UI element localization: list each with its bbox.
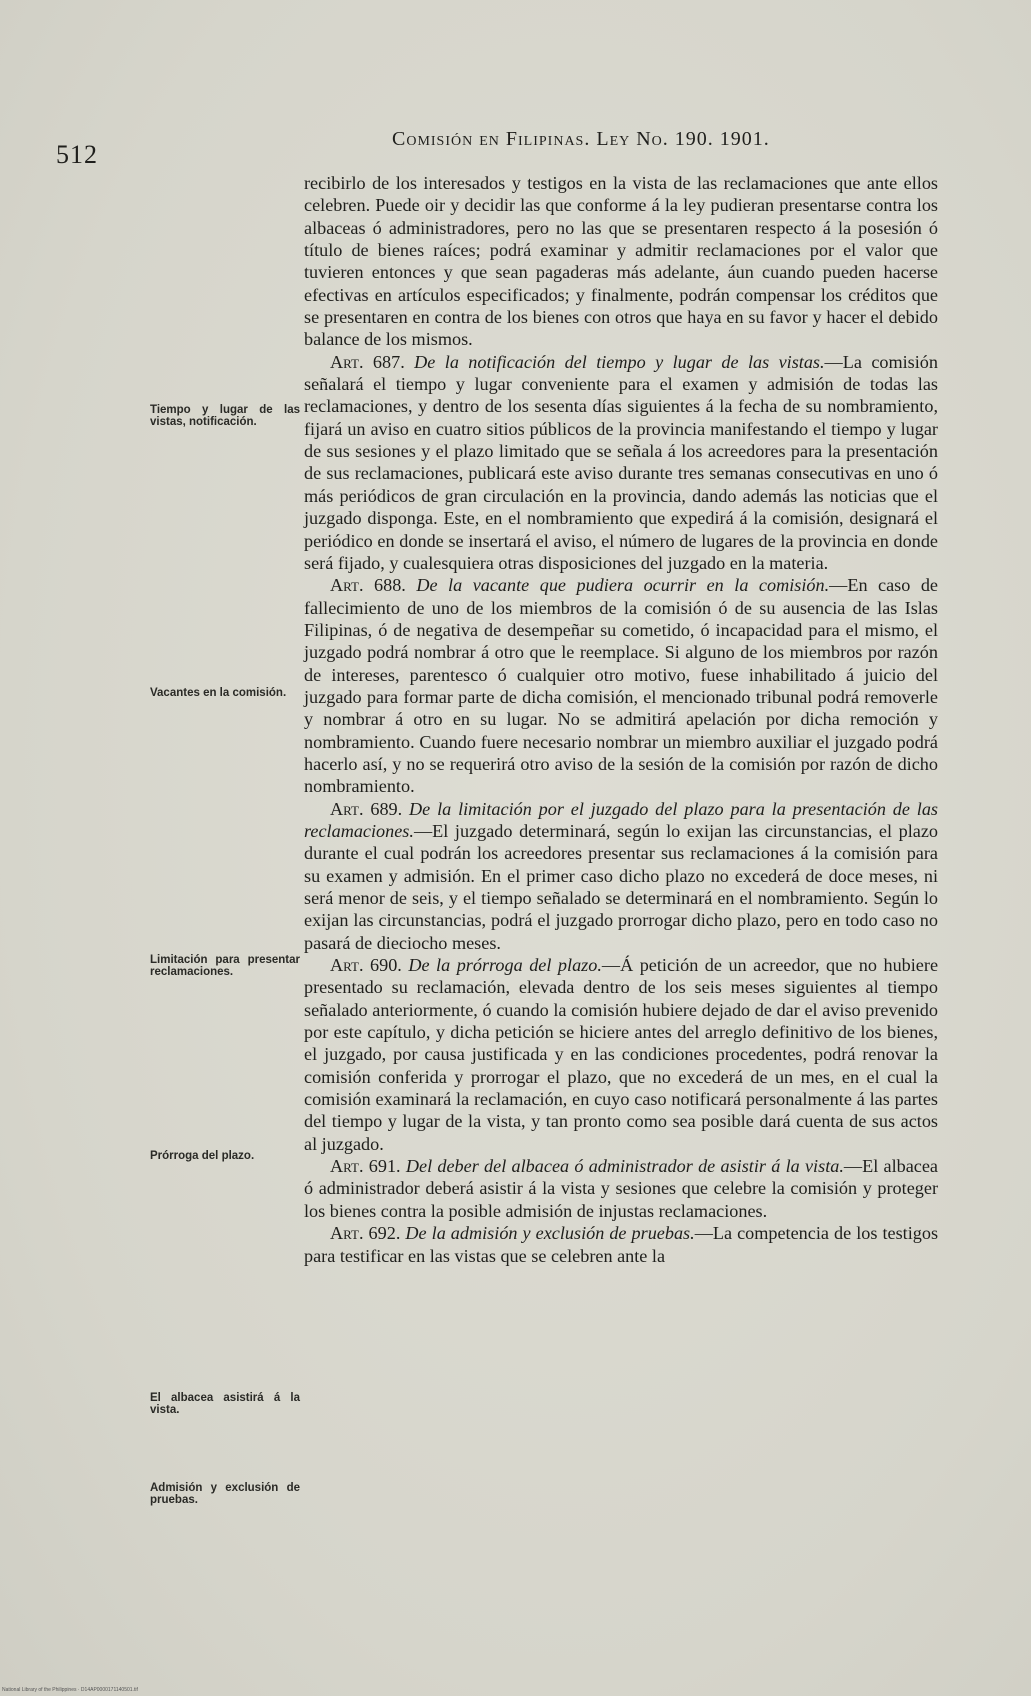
- article-heading: De la vacante que pudiera ocurrir en la comisión.: [416, 575, 830, 596]
- article-687: [304, 351, 938, 574]
- side-note-vacantes: Vacantes en la comisión.: [150, 687, 287, 699]
- article-text: —El albacea ó administrador deberá asistir á la vista y sesiones que celebre la comisión y proteger los bienes contra la posible admisión de injustas reclamaciones.: [304, 1156, 939, 1221]
- running-title: Comisión en Filipinas. Ley No. 190. 1901.: [392, 128, 770, 150]
- article-text: —En caso de fallecimiento de uno de los miembros de la comisión ó de su ausencia de las Islas Filipinas, ó de negativa de desempeñar su cometido, ó incapacidad para el mismo, el juzgado podrá nombrar á otro que le reemplace. Si alguno de los miembros por razón de intereses, parentesco ó cualquier otro motivo, fuese inhabilitado á juicio del juzgado para formar parte de dicha comisión, el mencionado tribunal podrá removerle y nombrar á otro en su lugar. No se admitirá apelación por dicha remoción y nombramiento. Cuando fuere necesario nombrar un miembro auxiliar el juzgado podrá hacerlo así, y no se requerirá otro aviso de la sesión de la comisión por razón de dicho nombramiento.: [304, 575, 939, 797]
- body-text: [304, 172, 938, 1267]
- article-label: Art. 689.: [330, 798, 403, 819]
- page-number: 512: [56, 140, 98, 169]
- side-note-prorroga: Prórroga del plazo.: [150, 1150, 255, 1162]
- article-text: —La competencia de los testigos para testificar en las vistas que se celebren ante la: [304, 1223, 939, 1266]
- side-note-tiempo: Tiempo y lugar de las vistas, notificación.: [150, 404, 300, 428]
- article-688: [304, 574, 938, 797]
- continuation-paragraph: recibirlo de los interesados y testigos en la vista de las reclamaciones que ante ellos celebren. Puede oir y decidir las que conforme á la ley pudieran presentarse contra los albaceas ó administradores, pero no las que se presentaren respecto á la posesión ó título de bienes raíces; podrá examinar y admitir reclamaciones por el valor que tuvieren entonces y que sean pagaderas más adelante, áun cuando pueden hacerse efectivas en artículos especificados; y finalmente, podrán compensar los créditos que se presentaren en contra de los bienes con otros que haya en su favor y hacer el debido balance de los mismos.: [304, 173, 938, 350]
- article-label: Art. 688.: [330, 575, 406, 596]
- article-text: —Á petición de un acreedor, que no hubiere presentado su reclamación, elevada dentro de los seis meses siguientes al tiempo señalado anteriormente, ó cuando la comisión hubiere dejado de dar el aviso prevenido por este capítulo, y dicha petición se hiciere antes del arreglo definitivo de los bienes, el juzgado, por causa justificada y en las condiciones procedentes, podrá renovar la comisión conferida y prorrogar el plazo, que no excederá de un mes, en el cual la comisión examinará la reclamación, en cuyo caso notificará personalmente á las partes del tiempo y lugar de la vista, y tan pronto como sea posible dará cuenta de sus actos al juzgado.: [304, 955, 939, 1154]
- article-heading: Del deber del albacea ó administrador de asistir á la vista.: [405, 1156, 844, 1177]
- article-text: —El juzgado determinará, según lo exijan las circunstancias, el plazo durante el cual podrán los acreedores presentar sus reclamaciones á la comisión para su examen y admisión. En el primer caso dicho plazo no excederá de doce meses, ni será menor de seis, y el tiempo señalado se determinará en el nombramiento. Según lo exijan las circunstancias, podrá el juzgado prorrogar dicho plazo, pero en todo caso no pasará de dieciocho meses.: [304, 820, 938, 953]
- article-label: Art. 692.: [330, 1223, 401, 1244]
- side-note-admision: Admisión y exclusión de pruebas.: [150, 1482, 300, 1506]
- article-text: —La comisión señalará el tiempo y lugar conveniente para el examen y admisión de todas las reclamaciones, y dentro de los sesenta días siguientes á la fecha de su nombramiento, fijará un aviso en cuatro sitios públicos de la provincia manifestando el tiempo y lugar de sus sesiones y el plazo limitado que se señala á los acreedores para la presentación de sus reclamaciones, publicará este aviso durante tres semanas consecutivas en uno ó más periódicos de gran circulación en la provincia, dando además las noticias que el juzgado disponga. Este, en el nombramiento que expedirá á la comisión, designará el periódico en donde se insertará el aviso, el número de lugares de la provincia en donde será fijado, y cualesquiera otras disposiciones del juzgado en la materia.: [304, 351, 938, 573]
- scan-credit: National Library of the Philippines · D14AP0000171140501.tif: [2, 1687, 138, 1693]
- article-label: Art. 690.: [330, 955, 402, 976]
- side-note-albacea: El albacea asistirá á la vista.: [150, 1392, 300, 1416]
- article-label: Art. 687.: [330, 351, 405, 372]
- article-label: Art. 691.: [330, 1156, 401, 1177]
- article-heading: De la prórroga del plazo.: [408, 955, 602, 976]
- article-heading: De la notificación del tiempo y lugar de las vistas.: [414, 351, 825, 372]
- side-note-limitacion: Limitación para presentar reclamaciones.: [150, 954, 300, 978]
- article-690: [304, 954, 938, 1155]
- article-691: [304, 1155, 938, 1222]
- article-heading: De la limitación por el juzgado del plazo para la presentación de las reclamaciones.: [304, 798, 939, 841]
- article-689: [304, 798, 938, 954]
- article-692: [304, 1222, 938, 1267]
- article-heading: De la admisión y exclusión de pruebas.: [405, 1223, 695, 1244]
